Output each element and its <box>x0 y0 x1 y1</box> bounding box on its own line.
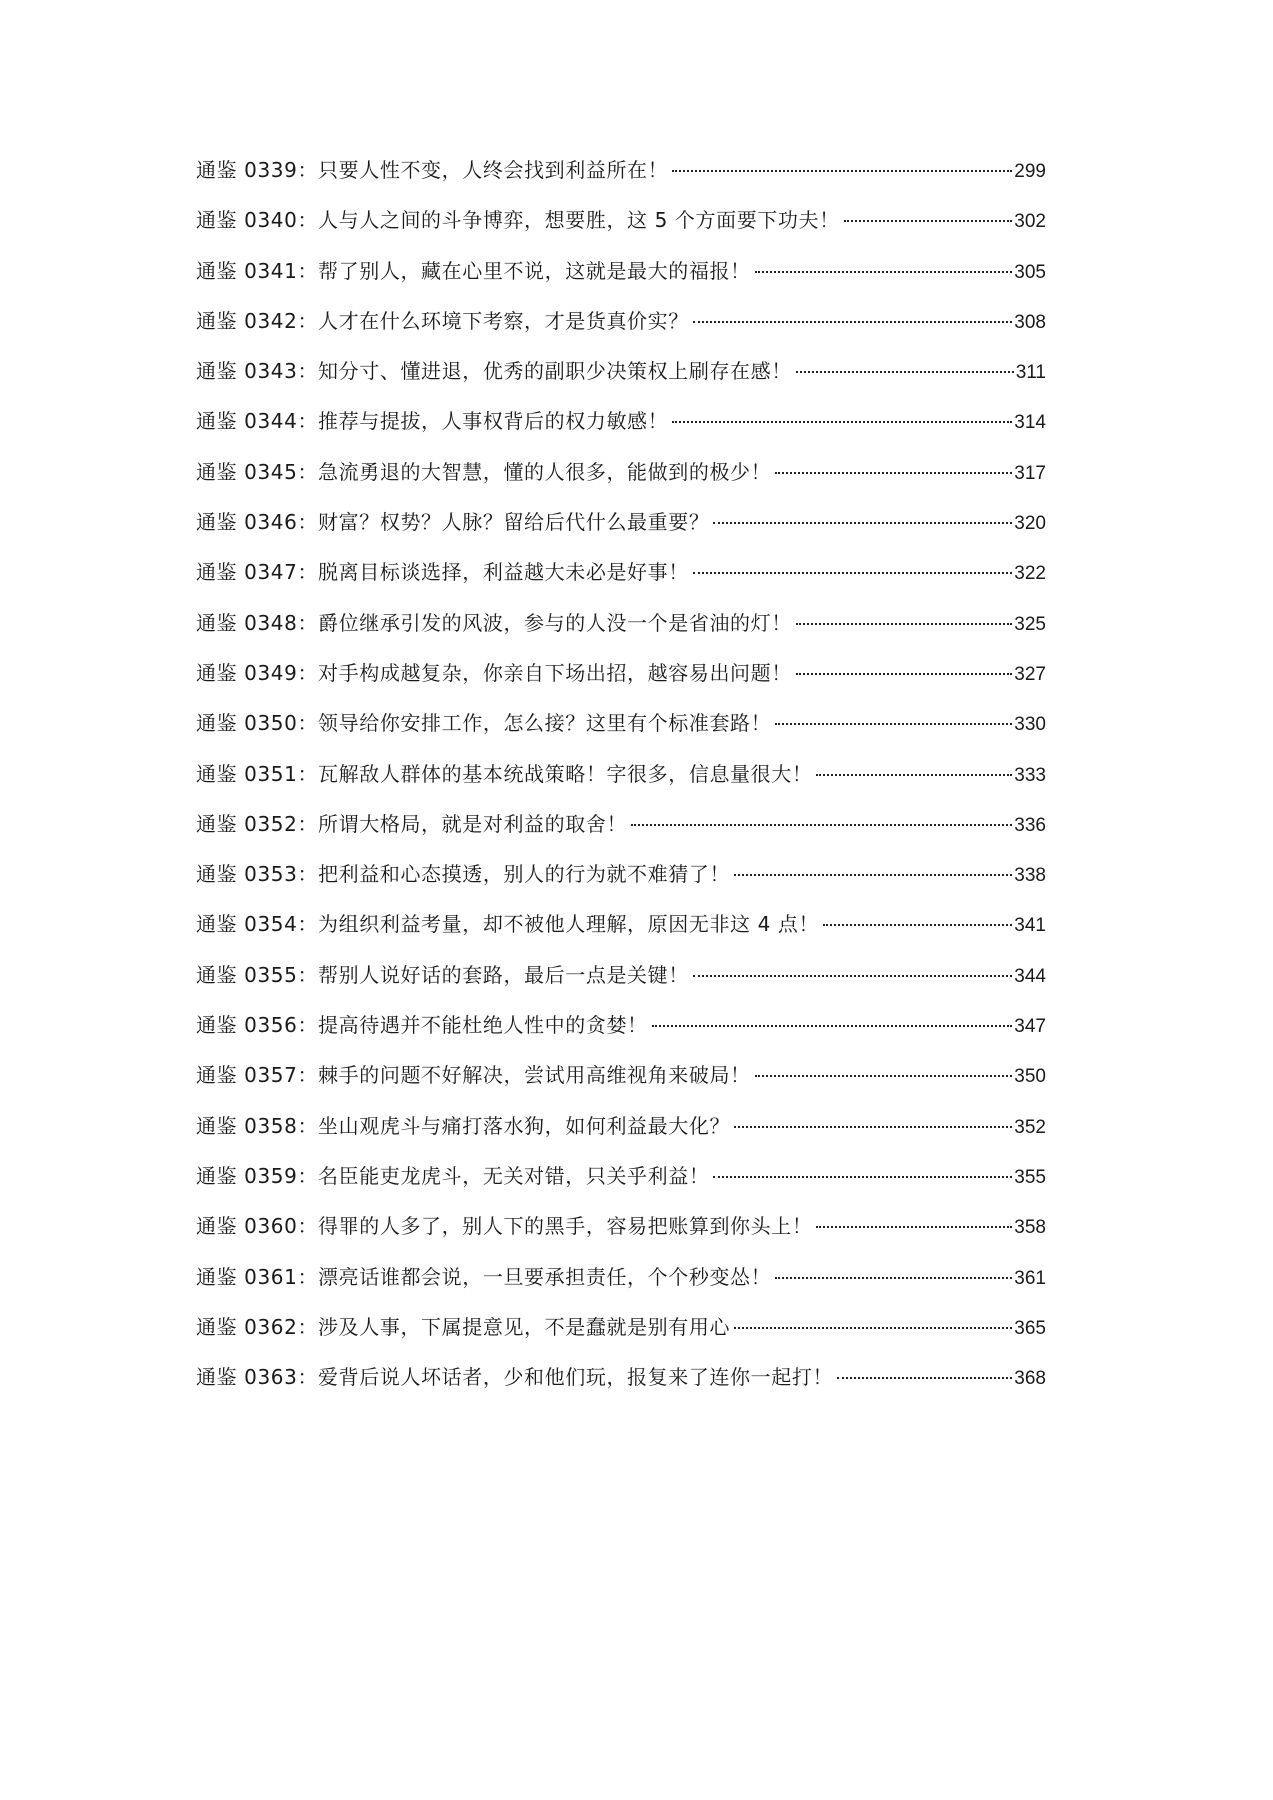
toc-entry-page-number: 355 <box>1014 1166 1046 1188</box>
toc-entry[interactable] <box>196 960 1046 1010</box>
toc-entry-page-number: 311 <box>1015 362 1046 384</box>
table-of-contents <box>196 155 1046 1412</box>
dot-leader <box>844 220 1013 222</box>
toc-entry-title: 通鉴 0348：爵位继承引发的风波，参与的人没一个是省油的灯！ <box>196 610 792 635</box>
toc-entry-title: 通鉴 0354：为组织利益考量，却不被他人理解，原因无非这 4 点！ <box>196 912 820 937</box>
toc-entry[interactable] <box>196 1262 1046 1312</box>
dot-leader <box>693 975 1012 977</box>
toc-entry-page-number: 299 <box>1014 161 1046 182</box>
dot-leader <box>755 1075 1013 1077</box>
toc-entry[interactable] <box>196 457 1046 507</box>
toc-entry-page-number: 327 <box>1014 663 1046 685</box>
toc-entry-title: 通鉴 0357：棘手的问题不好解决，尝试用高维视角来破局！ <box>196 1063 751 1088</box>
dot-leader <box>734 874 1012 876</box>
toc-entry-title: 通鉴 0350：领导给你安排工作，怎么接？这里有个标准套路！ <box>196 711 772 736</box>
dot-leader <box>652 1025 1013 1027</box>
dot-leader <box>823 924 1012 926</box>
dot-leader <box>816 1226 1012 1228</box>
dot-leader <box>816 774 1012 776</box>
toc-entry[interactable] <box>196 205 1046 255</box>
toc-entry-page-number: 352 <box>1014 1116 1046 1138</box>
toc-entry-page-number: 341 <box>1014 915 1046 937</box>
dot-leader <box>693 572 1012 574</box>
toc-entry[interactable] <box>196 155 1046 205</box>
toc-entry-title: 通鉴 0360：得罪的人多了，别人下的黑手，容易把账算到你头上！ <box>196 1214 813 1239</box>
toc-entry[interactable] <box>196 1010 1046 1060</box>
dot-leader <box>713 1176 1012 1178</box>
toc-entry-page-number: 314 <box>1014 412 1046 434</box>
toc-entry-page-number: 302 <box>1014 211 1046 233</box>
toc-entry-page-number: 347 <box>1014 1016 1046 1038</box>
toc-entry[interactable] <box>196 256 1046 306</box>
toc-entry[interactable] <box>196 1111 1046 1161</box>
toc-entry-page-number: 368 <box>1014 1368 1046 1390</box>
toc-entry-title: 通鉴 0344：推荐与提拔，人事权背后的权力敏感！ <box>196 409 669 434</box>
toc-entry-page-number: 305 <box>1014 261 1046 283</box>
dot-leader <box>734 1327 1012 1329</box>
toc-entry-page-number: 361 <box>1014 1267 1046 1289</box>
toc-entry-page-number: 333 <box>1014 764 1046 786</box>
toc-entry-title: 通鉴 0359：名臣能吏龙虎斗，无关对错，只关乎利益！ <box>196 1163 710 1188</box>
toc-entry-title: 通鉴 0362：涉及人事，下属提意见，不是蠢就是别有用心 <box>196 1314 731 1339</box>
dot-leader <box>693 321 1012 323</box>
toc-entry[interactable] <box>196 356 1046 406</box>
dot-leader <box>672 170 1012 172</box>
toc-entry[interactable] <box>196 909 1046 959</box>
toc-entry[interactable] <box>196 658 1046 708</box>
toc-entry-page-number: 325 <box>1014 613 1046 635</box>
toc-entry-title: 通鉴 0341：帮了别人，藏在心里不说，这就是最大的福报！ <box>196 258 751 283</box>
toc-entry-title: 通鉴 0358：坐山观虎斗与痛打落水狗，如何利益最大化？ <box>196 1113 731 1138</box>
toc-entry-title: 通鉴 0351：瓦解敌人群体的基本统战策略！字很多，信息量很大！ <box>196 761 813 786</box>
toc-entry-page-number: 308 <box>1014 311 1046 333</box>
dot-leader <box>672 421 1012 423</box>
toc-entry[interactable] <box>196 1161 1046 1211</box>
dot-leader <box>796 623 1012 625</box>
toc-entry[interactable] <box>196 1362 1046 1412</box>
toc-entry-title: 通鉴 0355：帮别人说好话的套路，最后一点是关键！ <box>196 962 689 987</box>
toc-entry-title: 通鉴 0356：提高待遇并不能杜绝人性中的贪婪！ <box>196 1013 648 1038</box>
dot-leader <box>631 824 1012 826</box>
toc-entry-title: 通鉴 0347：脱离目标谈选择，利益越大未必是好事！ <box>196 560 689 585</box>
toc-entry-page-number: 338 <box>1014 865 1046 887</box>
toc-entry-title: 通鉴 0346：财富？权势？人脉？留给后代什么最重要？ <box>196 510 710 535</box>
dot-leader <box>775 472 1012 474</box>
dot-leader <box>837 1377 1012 1379</box>
toc-entry-title: 通鉴 0343：知分寸、懂进退，优秀的副职少决策权上刷存在感！ <box>196 359 792 384</box>
toc-entry-page-number: 330 <box>1014 714 1046 736</box>
toc-entry-page-number: 320 <box>1014 513 1046 535</box>
toc-entry-title: 通鉴 0342：人才在什么环境下考察，才是货真价实？ <box>196 308 689 333</box>
toc-entry[interactable] <box>196 759 1046 809</box>
toc-entry[interactable] <box>196 507 1046 557</box>
toc-entry-title: 通鉴 0345：急流勇退的大智慧，懂的人很多，能做到的极少！ <box>196 459 772 484</box>
toc-entry[interactable] <box>196 859 1046 909</box>
dot-leader <box>796 673 1012 675</box>
toc-entry[interactable] <box>196 306 1046 356</box>
dot-leader <box>775 1277 1012 1279</box>
toc-entry[interactable] <box>196 557 1046 607</box>
toc-entry-title: 通鉴 0349：对手构成越复杂，你亲自下场出招，越容易出问题！ <box>196 660 792 685</box>
dot-leader <box>734 1126 1012 1128</box>
dot-leader <box>755 271 1013 273</box>
toc-entry-page-number: 344 <box>1014 965 1046 987</box>
toc-entry[interactable] <box>196 708 1046 758</box>
dot-leader <box>775 723 1012 725</box>
toc-entry[interactable] <box>196 809 1046 859</box>
toc-entry-title: 通鉴 0340：人与人之间的斗争博弈，想要胜，这 5 个方面要下功夫！ <box>196 208 840 233</box>
toc-entry-title: 通鉴 0353：把利益和心态摸透，别人的行为就不难猜了！ <box>196 862 731 887</box>
toc-entry[interactable] <box>196 1312 1046 1362</box>
toc-entry-page-number: 336 <box>1014 814 1046 836</box>
toc-entry-page-number: 365 <box>1014 1317 1046 1339</box>
dot-leader <box>713 522 1012 524</box>
toc-entry-title: 通鉴 0352：所谓大格局，就是对利益的取舍！ <box>196 811 628 836</box>
toc-entry-page-number: 322 <box>1014 563 1046 585</box>
toc-entry[interactable] <box>196 1211 1046 1261</box>
toc-entry[interactable] <box>196 1060 1046 1110</box>
toc-entry-page-number: 358 <box>1014 1217 1046 1239</box>
toc-entry-title: 通鉴 0339：只要人性不变，人终会找到利益所在！ <box>196 158 669 182</box>
toc-entry-page-number: 350 <box>1014 1066 1046 1088</box>
toc-entry[interactable] <box>196 406 1046 456</box>
toc-entry-title: 通鉴 0363：爱背后说人坏话者，少和他们玩，报复来了连你一起打！ <box>196 1365 834 1390</box>
dot-leader <box>796 371 1014 373</box>
toc-entry-page-number: 317 <box>1014 462 1046 484</box>
toc-entry-title: 通鉴 0361：漂亮话谁都会说，一旦要承担责任，个个秒变怂！ <box>196 1264 772 1289</box>
toc-entry[interactable] <box>196 608 1046 658</box>
